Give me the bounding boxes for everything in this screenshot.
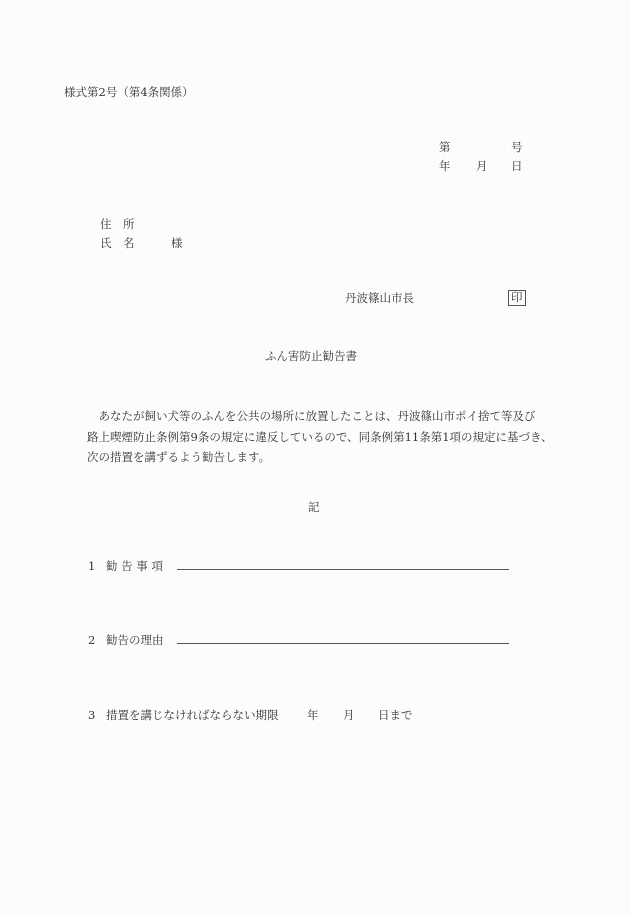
item-2-number: 2 [88,633,96,647]
item-2-fill-line [177,643,509,644]
form-number: 様式第2号（第4条関係） [64,85,194,99]
item-3-label: 措置を講じなければならない期限 [106,708,279,722]
doc-year: 年 [439,159,451,173]
item-3-year: 年 [307,708,319,722]
item-1-fill-line [177,569,509,570]
item-1-label: 勧 告 事 項 [106,559,163,573]
doc-month: 月 [476,159,488,173]
body-paragraph [87,406,557,468]
seal-mark: 印 [508,290,526,306]
address-label: 住 所 [100,217,135,231]
body-line-2: 路上喫煙防止条例第9条の規定に違反しているので、同条例第11条第1項の規定に基づき、 [87,429,553,444]
note-heading: 記 [308,500,320,514]
name-label: 氏 名 [100,236,135,250]
honorific: 様 [171,236,183,250]
document-title: ふん害防止勧告書 [265,349,357,363]
item-1-number: 1 [88,559,96,573]
item-3-month: 月 [343,708,355,722]
item-2-label: 勧告の理由 [106,633,164,647]
doc-day: 日 [511,159,523,173]
sender-title: 丹波篠山市長 [345,291,414,305]
body-line-1: あなたが飼い犬等のふんを公共の場所に放置したことは、丹波篠山市ポイ捨て等及び [87,409,536,423]
item-3-day-until: 日まで [378,708,413,722]
doc-number-suffix: 号 [511,140,523,154]
body-line-3: 次の措置を講ずるよう勧告します。 [87,450,271,464]
item-3-number: 3 [88,708,96,722]
doc-number-prefix: 第 [439,140,451,154]
